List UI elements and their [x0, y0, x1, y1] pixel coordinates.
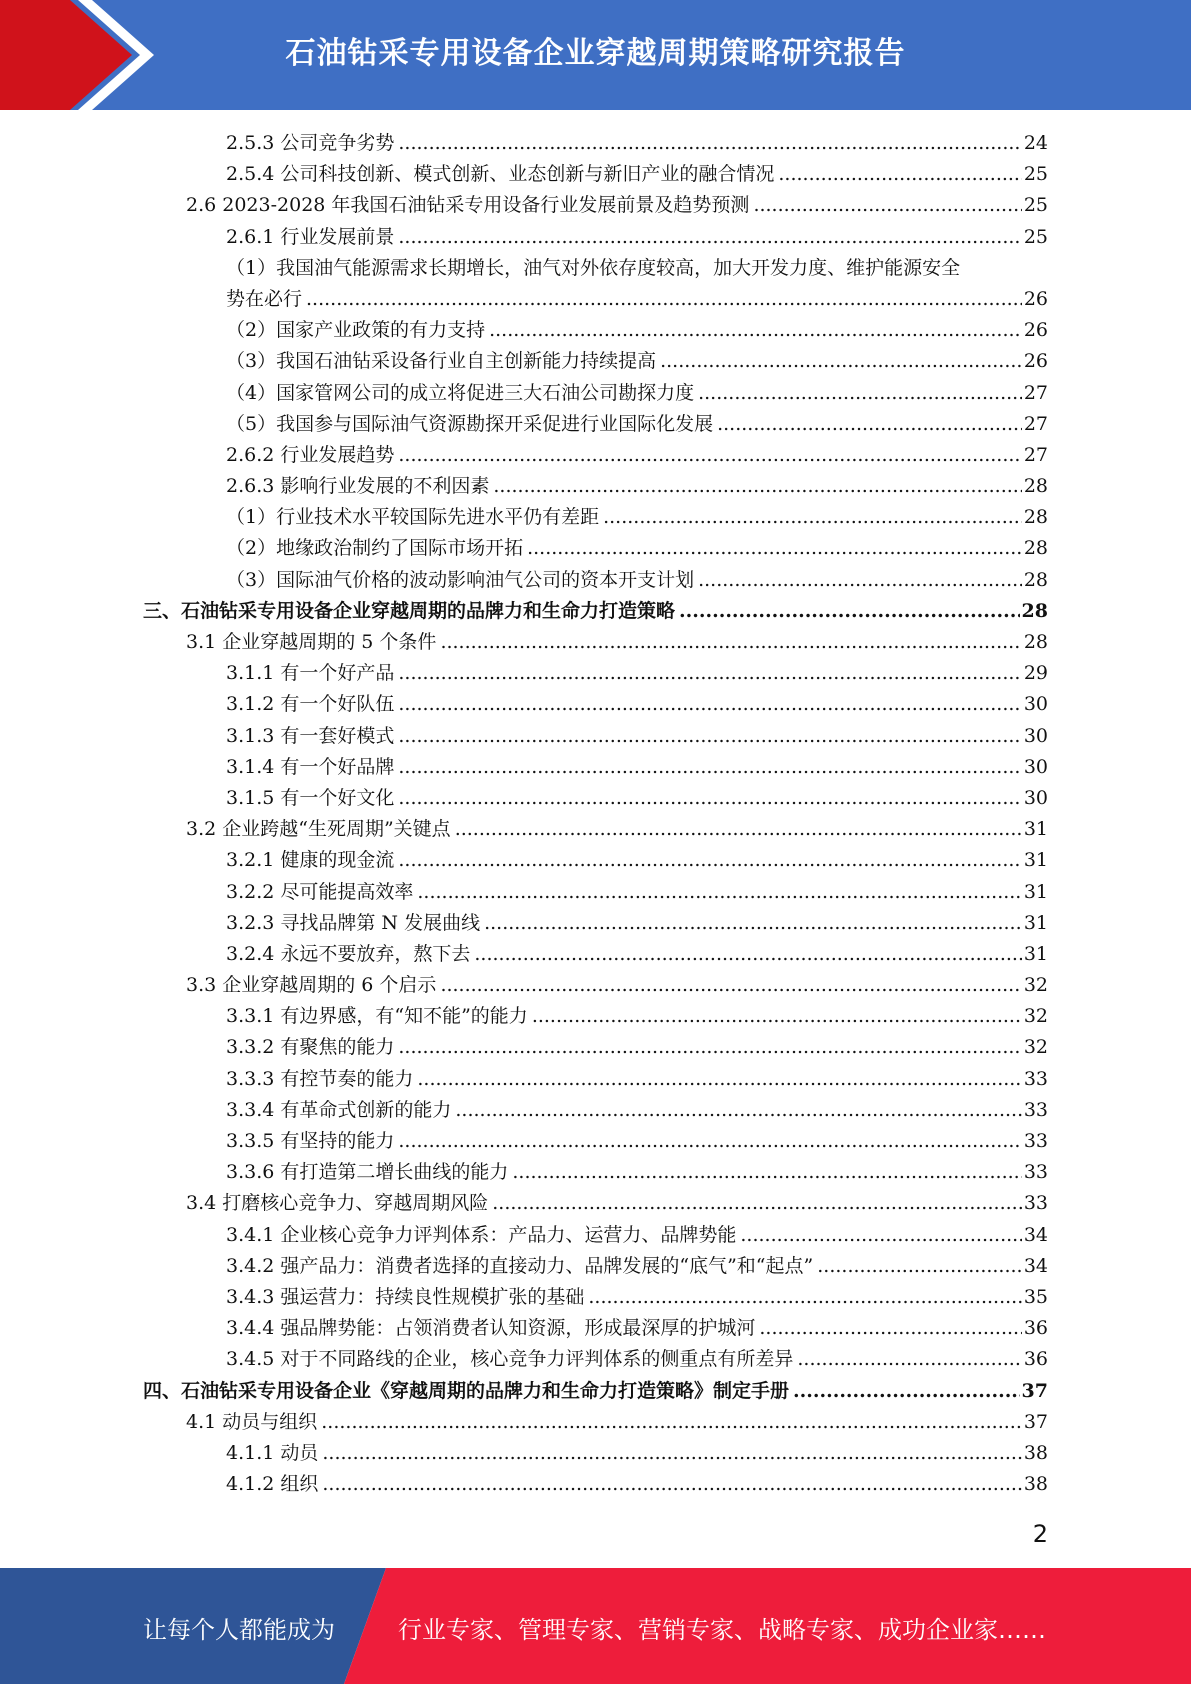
toc-entry[interactable]: [0, 565, 1191, 596]
toc-leader-dots: [322, 1469, 1021, 1500]
toc-page-number: 28: [1021, 599, 1048, 622]
footer-slogan-left: 让每个人都能成为: [143, 1616, 335, 1644]
toc-entry[interactable]: [0, 502, 1191, 533]
toc-entry[interactable]: [0, 1220, 1191, 1251]
toc-entry-label: 四、石油钻采专用设备企业《穿越周期的品牌力和生命力打造策略》制定手册: [143, 1379, 790, 1402]
toc-entry[interactable]: [0, 752, 1191, 783]
toc-entry[interactable]: [0, 658, 1191, 689]
toc-page-number: 25: [1023, 194, 1048, 217]
toc-leader-dots: [740, 1220, 1021, 1251]
toc-entry[interactable]: [0, 1095, 1191, 1126]
toc-entry[interactable]: [0, 378, 1191, 409]
toc-entry-label: 2.5.4 公司科技创新、模式创新、业态创新与新旧产业的融合情况: [226, 163, 775, 186]
toc-entry-label: 3.4.3 强运营力：持续良性规模扩张的基础: [226, 1285, 585, 1308]
toc-page-number: 31: [1023, 880, 1048, 903]
toc-entry[interactable]: [0, 845, 1191, 876]
toc-page-number: 34: [1023, 1254, 1048, 1277]
page-footer: [0, 1568, 1191, 1684]
toc-entry-label: 3.2.2 尽可能提高效率: [226, 880, 414, 903]
toc-leader-dots: [455, 1095, 1021, 1126]
toc-leader-dots: [759, 1313, 1021, 1344]
toc-leader-dots: [698, 378, 1022, 409]
toc-page-number: 30: [1023, 724, 1048, 747]
toc-leader-dots: [793, 1376, 1020, 1407]
toc-leader-dots: [398, 721, 1021, 752]
toc-leader-dots: [817, 1251, 1022, 1282]
toc-leader-dots: [588, 1282, 1021, 1313]
toc-page-number: 33: [1023, 1192, 1048, 1215]
toc-entry[interactable]: [0, 939, 1191, 970]
toc-leader-dots: [398, 689, 1021, 720]
toc-entry[interactable]: [0, 222, 1191, 253]
toc-entry[interactable]: [0, 128, 1191, 159]
toc-entry[interactable]: [0, 1438, 1191, 1469]
toc-leader-dots: [717, 409, 1022, 440]
toc-page-number: 27: [1023, 412, 1048, 435]
toc-page-number: 38: [1023, 1473, 1048, 1496]
toc-entry[interactable]: [0, 1469, 1191, 1500]
toc-page-number: 26: [1023, 319, 1048, 342]
toc-page-number: 31: [1023, 911, 1048, 934]
toc-page-number: 36: [1023, 1317, 1048, 1340]
toc-leader-dots: [440, 970, 1021, 1001]
toc-entry-label: 3.4.5 对于不同路线的企业，核心竞争力评判体系的侧重点有所差异: [226, 1348, 794, 1371]
toc-page-number: 33: [1023, 1130, 1048, 1152]
toc-leader-dots: [603, 502, 1022, 533]
toc-entry-label: （2）地缘政治制约了国际市场开拓: [226, 537, 524, 560]
toc-leader-dots: [484, 908, 1022, 939]
toc-leader-dots: [512, 1157, 1021, 1188]
toc-entry-label: 3.2 企业跨越“生死周期”关键点: [186, 818, 451, 841]
toc-entry[interactable]: [0, 689, 1191, 720]
toc-page-number: 30: [1023, 693, 1048, 716]
toc-leader-dots: [398, 1032, 1021, 1063]
toc-leader-dots: [797, 1344, 1021, 1375]
toc-page-number: 26: [1023, 350, 1048, 373]
toc-page-number: 31: [1023, 942, 1048, 965]
toc-entry[interactable]: [0, 409, 1191, 440]
toc-entry[interactable]: [0, 783, 1191, 814]
toc-entry-label: （3）国际油气价格的波动影响油气公司的资本开支计划: [226, 568, 695, 591]
toc-entry-label: 3.1.3 有一套好模式: [226, 724, 395, 747]
toc-page-number: 38: [1023, 1441, 1048, 1464]
toc-leader-dots: [398, 222, 1021, 253]
toc-entry-label: 3.2.3 寻找品牌第 N 发展曲线: [226, 911, 481, 934]
toc-page-number: 34: [1023, 1223, 1048, 1246]
toc-entry-label: 3.4.4 强品牌势能：占领消费者认知资源，形成最深厚的护城河: [226, 1317, 756, 1340]
toc-entry[interactable]: [0, 877, 1191, 908]
toc-page-number: 36: [1023, 1348, 1048, 1371]
toc-page-number: 26: [1023, 287, 1048, 310]
toc-entry[interactable]: [0, 1344, 1191, 1375]
toc-entry-label: （1）行业技术水平较国际先进水平仍有差距: [226, 506, 600, 529]
toc-page-number: 28: [1023, 506, 1048, 529]
toc-leader-dots: [532, 1001, 1022, 1032]
toc-entry[interactable]: [0, 970, 1191, 1001]
toc-entry-label: 3.4 打磨核心竞争力、穿越周期风险: [186, 1192, 489, 1215]
toc-page-number: 24: [1023, 131, 1048, 154]
toc-page-number: 33: [1023, 1098, 1048, 1121]
toc-leader-dots: [417, 877, 1021, 908]
toc-entry[interactable]: [0, 908, 1191, 939]
toc-entry-label: 3.3.4 有革命式创新的能力: [226, 1098, 452, 1121]
toc-entry-label: 3.1.2 有一个好队伍: [226, 693, 395, 716]
toc-entry-label: （3）我国石油钻采设备行业自主创新能力持续提高: [226, 350, 657, 373]
toc-entry-label: 3.3.2 有聚焦的能力: [226, 1036, 395, 1059]
toc-page-number: 33: [1023, 1067, 1048, 1090]
report-title: 石油钻采专用设备企业穿越周期策略研究报告: [285, 36, 906, 71]
toc-page-number: 29: [1023, 662, 1048, 685]
toc-leader-dots: [322, 1438, 1021, 1469]
table-of-contents: [0, 128, 1191, 1500]
toc-leader-dots: [474, 939, 1021, 970]
toc-entry-label: 2.6.1 行业发展前景: [226, 225, 395, 248]
toc-entry-label: （2）国家产业政策的有力支持: [226, 319, 486, 342]
toc-entry-label: 3.1.5 有一个好文化: [226, 786, 395, 809]
toc-page-number: 25: [1023, 163, 1048, 186]
toc-leader-dots: [489, 315, 1022, 346]
toc-entry[interactable]: [0, 1407, 1191, 1438]
toc-entry[interactable]: [0, 1251, 1191, 1282]
toc-leader-dots: [398, 128, 1021, 159]
toc-entry[interactable]: [0, 596, 1191, 627]
toc-entry-label: 三、石油钻采专用设备企业穿越周期的品牌力和生命力打造策略: [143, 599, 676, 622]
toc-page-number: 25: [1023, 225, 1048, 248]
toc-entry-continuation: [226, 284, 1048, 315]
toc-entry[interactable]: [0, 1157, 1191, 1188]
toc-entry-label: 4.1 动员与组织: [186, 1410, 318, 1433]
toc-entry[interactable]: [0, 1188, 1191, 1219]
toc-entry[interactable]: [0, 346, 1191, 377]
toc-page-number: 31: [1023, 849, 1048, 872]
toc-page-number: 28: [1023, 475, 1048, 498]
toc-page-number: 27: [1023, 443, 1048, 466]
toc-leader-dots: [455, 814, 1022, 845]
toc-page-number: 33: [1023, 1161, 1048, 1184]
toc-entry[interactable]: [0, 1313, 1191, 1344]
toc-leader-dots: [440, 627, 1021, 658]
toc-leader-dots: [679, 596, 1020, 627]
toc-page-number: 30: [1023, 786, 1048, 809]
toc-entry-label: 4.1.1 动员: [226, 1441, 319, 1464]
toc-entry[interactable]: [0, 1282, 1191, 1313]
page-header: [0, 0, 1191, 110]
toc-leader-dots: [527, 533, 1022, 564]
toc-leader-dots: [398, 783, 1021, 814]
toc-page-number: 32: [1023, 1036, 1048, 1059]
toc-entry-label: 3.3 企业穿越周期的 6 个启示: [186, 974, 437, 997]
toc-entry-label: 2.6 2023-2028 年我国石油钻采专用设备行业发展前景及趋势预测: [186, 194, 750, 217]
toc-entry-label: 2.5.3 公司竞争劣势: [226, 131, 395, 154]
toc-page-number: 27: [1023, 381, 1048, 404]
toc-page-number: 28: [1023, 631, 1048, 653]
toc-entry[interactable]: [0, 159, 1191, 190]
toc-leader-dots: [698, 565, 1022, 596]
toc-leader-dots: [493, 471, 1021, 502]
toc-leader-dots: [778, 159, 1021, 190]
toc-entry-label: 3.3.3 有控节奏的能力: [226, 1067, 414, 1090]
toc-page-number: 32: [1023, 1005, 1048, 1028]
toc-entry-label-continued: 势在必行: [226, 287, 303, 310]
toc-leader-dots: [398, 845, 1021, 876]
toc-leader-dots: [398, 440, 1021, 471]
toc-entry[interactable]: [0, 1064, 1191, 1095]
toc-entry-label: 3.2.4 永远不要放弃，熬下去: [226, 942, 471, 965]
toc-entry[interactable]: [0, 315, 1191, 346]
toc-entry[interactable]: [0, 440, 1191, 471]
toc-entry[interactable]: [0, 253, 1191, 315]
toc-entry-label: 4.1.2 组织: [226, 1473, 319, 1496]
toc-leader-dots: [321, 1407, 1022, 1438]
toc-leader-dots: [417, 1064, 1021, 1095]
toc-leader-dots: [753, 190, 1021, 221]
toc-page-number: 28: [1023, 537, 1048, 560]
toc-page-number: 31: [1023, 818, 1048, 841]
toc-entry-label: 2.6.2 行业发展趋势: [226, 443, 395, 466]
toc-page-number: 35: [1023, 1285, 1048, 1308]
toc-entry[interactable]: [0, 533, 1191, 564]
toc-page-number: 32: [1023, 974, 1048, 997]
toc-entry[interactable]: [0, 814, 1191, 845]
toc-page-number: 28: [1023, 568, 1048, 591]
toc-entry[interactable]: [0, 1032, 1191, 1063]
toc-leader-dots: [306, 284, 1022, 315]
toc-entry-label: 3.1.4 有一个好品牌: [226, 755, 395, 778]
toc-entry[interactable]: [0, 471, 1191, 502]
toc-entry[interactable]: [0, 1126, 1191, 1157]
toc-entry[interactable]: [0, 1001, 1191, 1032]
toc-entry-label: 3.1 企业穿越周期的 5 个条件: [186, 631, 437, 653]
toc-entry-label: 2.6.3 影响行业发展的不利因素: [226, 475, 490, 498]
toc-entry-label: 3.4.2 强产品力：消费者选择的直接动力、品牌发展的“底气”和“起点”: [226, 1254, 814, 1277]
toc-entry-label: （5）我国参与国际油气资源勘探开采促进行业国际化发展: [226, 412, 714, 435]
toc-page-number: 37: [1023, 1410, 1048, 1433]
footer-slogan-right: 行业专家、管理专家、营销专家、战略专家、成功企业家……: [398, 1616, 1046, 1644]
toc-entry-label: 3.3.1 有边界感，有“知不能”的能力: [226, 1005, 528, 1028]
toc-page-number: 37: [1021, 1379, 1048, 1402]
toc-leader-dots: [398, 1126, 1021, 1157]
toc-entry-label: 3.4.1 企业核心竞争力评判体系：产品力、运营力、品牌势能: [226, 1223, 737, 1246]
toc-entry-label: 3.3.6 有打造第二增长曲线的能力: [226, 1161, 509, 1184]
toc-entry[interactable]: [0, 1376, 1191, 1407]
page-number: 2: [1032, 1520, 1048, 1548]
toc-leader-dots: [398, 658, 1021, 689]
toc-leader-dots: [398, 752, 1021, 783]
toc-entry-label: （4）国家管网公司的成立将促进三大石油公司勘探力度: [226, 381, 695, 404]
toc-entry[interactable]: [0, 627, 1191, 658]
toc-entry-label: 3.1.1 有一个好产品: [226, 662, 395, 685]
toc-entry[interactable]: [0, 721, 1191, 752]
toc-entry-label: 3.3.5 有坚持的能力: [226, 1130, 395, 1152]
toc-page-number: 30: [1023, 755, 1048, 778]
toc-entry[interactable]: [0, 190, 1191, 221]
toc-leader-dots: [492, 1188, 1022, 1219]
toc-leader-dots: [660, 346, 1022, 377]
toc-entry-label: 3.2.1 健康的现金流: [226, 849, 395, 872]
toc-entry-label: （1）我国油气能源需求长期增长，油气对外依存度较高，加大开发力度、维护能源安全: [226, 256, 961, 279]
